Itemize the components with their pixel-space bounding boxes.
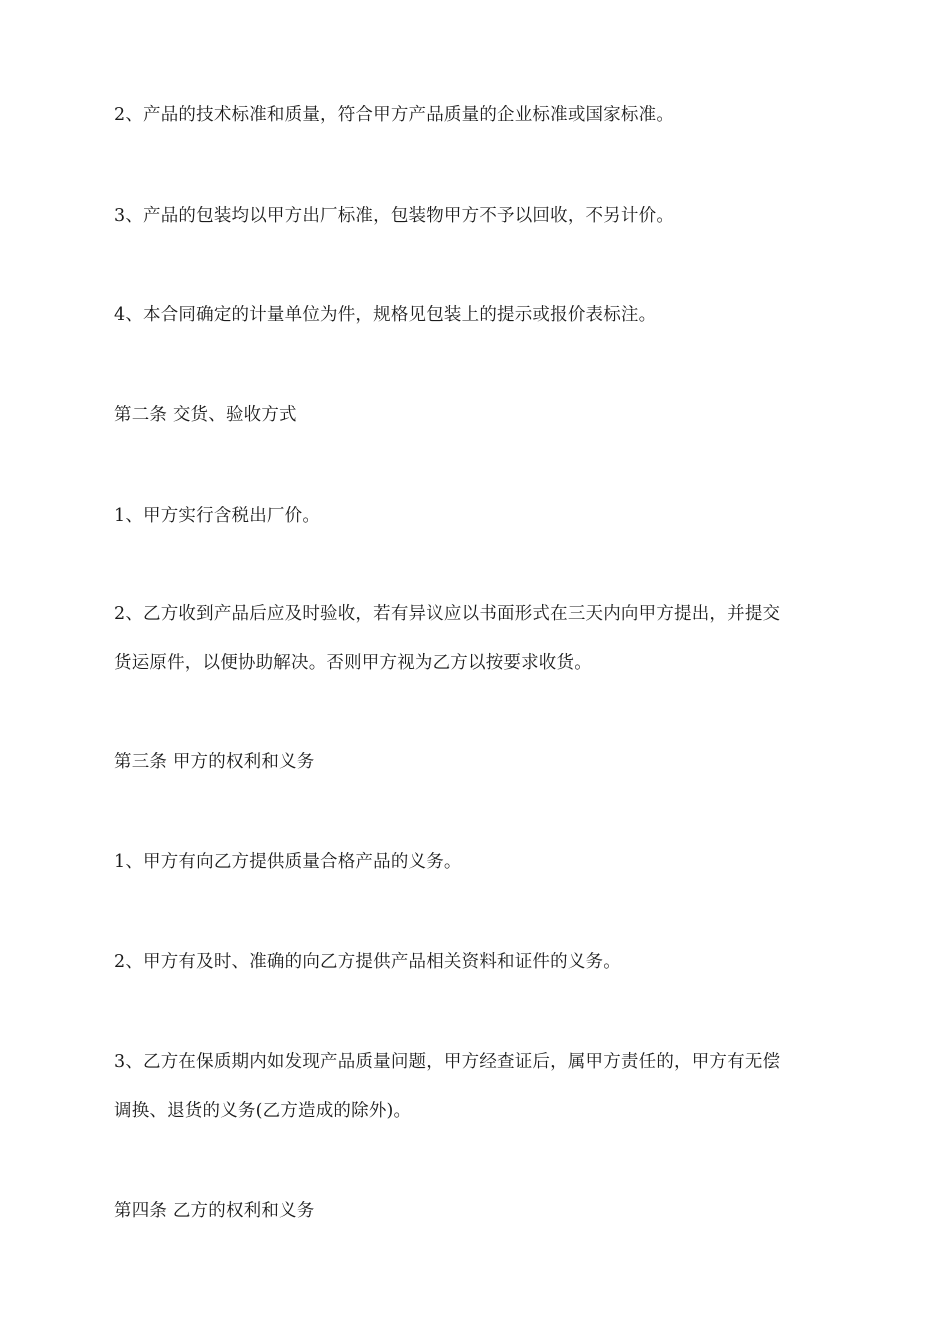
article-3-item-3: 3、乙方在保质期内如发现产品质量问题，甲方经查证后，属甲方责任的，甲方有无偿 [114, 1052, 781, 1072]
article-2-item-1: 1、甲方实行含税出厂价。 [114, 506, 321, 526]
article-2-item-2: 2、乙方收到产品后应及时验收，若有异议应以书面形式在三天内向甲方提出，并提交 [114, 604, 781, 624]
article-2-heading: 第二条 交货、验收方式 [114, 405, 297, 425]
article-3-item-1: 1、甲方有向乙方提供质量合格产品的义务。 [114, 852, 462, 872]
clause-2-standards: 2、产品的技术标准和质量，符合甲方产品质量的企业标准或国家标准。 [114, 105, 675, 125]
article-4-heading: 第四条 乙方的权利和义务 [114, 1201, 315, 1221]
clause-3-packaging: 3、产品的包装均以甲方出厂标准，包装物甲方不予以回收，不另计价。 [114, 206, 675, 226]
article-3-heading: 第三条 甲方的权利和义务 [114, 752, 315, 772]
clause-4-unit: 4、本合同确定的计量单位为件，规格见包装上的提示或报价表标注。 [114, 305, 657, 325]
article-2-item-2-continued: 货运原件，以便协助解决。否则甲方视为乙方以按要求收货。 [114, 653, 592, 673]
article-3-item-2: 2、甲方有及时、准确的向乙方提供产品相关资料和证件的义务。 [114, 952, 621, 972]
article-3-item-3-continued: 调换、退货的义务(乙方造成的除外)。 [114, 1101, 412, 1121]
